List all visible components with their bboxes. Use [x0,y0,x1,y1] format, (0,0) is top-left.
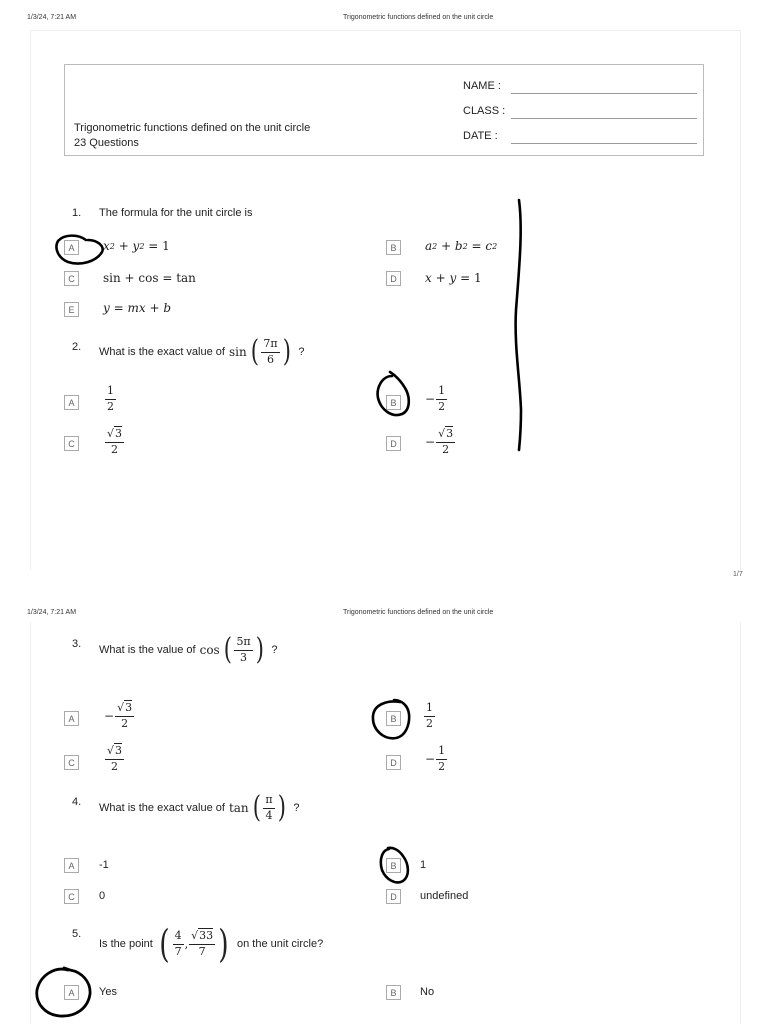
q5-option-b-box[interactable]: B [386,985,401,1000]
q3-option-b-box[interactable]: B [386,711,401,726]
name-field[interactable] [511,93,697,94]
q4-option-c-box[interactable]: C [64,889,79,904]
question-3-text: What is the value of cos ( $\frac{5\pi}{3}$ ) ? [99,632,278,667]
question-2-number: 2. [72,341,82,353]
q4-option-c-text: 0 [99,890,106,902]
q4-option-b-text: 1 [420,859,427,871]
class-field[interactable] [511,118,697,119]
q5-x-fraction: $\frac{4}{7}$ [174,928,182,958]
q3-option-b-text: $\frac{1}{2}$ [426,701,433,730]
q1-option-b-box[interactable]: B [386,240,401,255]
q2-option-a-box[interactable]: A [64,395,79,410]
q3-option-a-box[interactable]: A [64,711,79,726]
q5-option-a-text: Yes [99,986,117,998]
q3-argument-fraction: $\frac{5\pi}{3}$ [236,634,251,664]
date-label: DATE : [463,130,498,142]
q4-option-d-text: undefined [420,890,469,902]
q1-option-d-box[interactable]: D [386,271,401,286]
q2-option-d-box[interactable]: D [386,436,401,451]
q3-right-paren: ) [255,632,264,667]
question-count: 23 Questions [74,137,139,149]
question-1-text: The formula for the unit circle is [99,207,253,219]
page-2-header-title: Trigonometric functions defined on the unit circle [343,609,494,616]
q4-right-paren: ) [277,790,286,825]
question-2-function: sin [228,345,247,359]
q1-option-e-box[interactable]: E [64,302,79,317]
question-5-text: Is the point ( $\frac{4}{7}$ , $\frac{√33}{7}$ ) on the unit circle? [99,922,324,966]
q4-left-paren: ( [252,790,261,825]
page-1-left-border [30,30,31,570]
date-field[interactable] [511,143,697,144]
question-5-prompt: Is the point [99,938,153,950]
q3-option-c-text: $\frac{√3}{2}$ [107,744,123,773]
question-3-number: 3. [72,638,82,650]
q5-option-a-box[interactable]: A [64,985,79,1000]
q2-option-c-box[interactable]: C [64,436,79,451]
question-4-function: tan [228,801,249,815]
q2-option-d-text: − $\frac{√3}{2}$ [425,427,454,456]
question-2-prompt: What is the exact value of [99,346,225,358]
q1-option-b-text: a 2 + b 2 = c 2 [425,239,498,253]
page-2-right-border [740,622,741,1024]
question-4-prompt: What is the exact value of [99,802,225,814]
q5-y-fraction: $\frac{√33}{7}$ [191,928,214,958]
page-1-header-datetime: 1/3/24, 7:21 AM [27,14,77,21]
question-3-prompt: What is the value of [99,644,196,656]
q1-option-a-box[interactable]: A [64,240,79,255]
q4-option-a-box[interactable]: A [64,858,79,873]
q4-option-a-text: -1 [99,859,109,871]
question-4-text: What is the exact value of tan ( $\frac{\pi}{4}$ ) ? [99,790,300,825]
page-2-left-border [30,622,31,1024]
q2-option-b-box[interactable]: B [386,395,401,410]
page-1-footer-page-number: 1/7 [733,571,743,578]
page-1-margin-bracket-mark [516,200,521,450]
page-1-right-border [740,30,741,570]
question-4-number: 4. [72,796,82,808]
question-3-function: cos [199,643,220,657]
question-5-number: 5. [72,928,82,940]
q2-option-a-text: $\frac{1}{2}$ [107,384,114,413]
q3-option-a-text: − $\frac{√3}{2}$ [104,701,133,730]
q4-option-b-box[interactable]: B [386,858,401,873]
q2-left-paren: ( [250,334,259,369]
q5-right-paren: ) [218,922,229,966]
q1-option-c-text: sin + cos = tan [103,271,196,285]
q2-argument-fraction: $\frac{7\pi}{6}$ [263,336,278,366]
q4-argument-fraction: $\frac{\pi}{4}$ [265,792,273,822]
question-2-text: What is the exact value of sin ( $\frac{7\pi}{6}$ ) ? [99,334,305,369]
q3-option-d-text: − $\frac{1}{2}$ [425,744,446,773]
q1-option-d-text: x + y = 1 [425,271,482,285]
q1-option-c-box[interactable]: C [64,271,79,286]
q5-left-paren: ( [159,922,170,966]
name-label: NAME : [463,80,501,92]
q2-option-b-text: − $\frac{1}{2}$ [425,384,446,413]
q1-option-e-text: y = mx + b [103,301,171,315]
q1-option-a-text: x 2 + y 2 = 1 [103,239,170,253]
worksheet-info-box [64,64,704,156]
class-label: CLASS : [463,105,506,117]
q3-left-paren: ( [223,632,232,667]
q3-option-d-box[interactable]: D [386,755,401,770]
page-1-header-title: Trigonometric functions defined on the unit circle [343,14,494,21]
worksheet-title: Trigonometric functions defined on the unit circle [74,122,311,134]
page-1-top-border [30,30,740,31]
page-2-header-datetime: 1/3/24, 7:21 AM [27,609,77,616]
q2-option-c-text: $\frac{√3}{2}$ [107,427,123,456]
question-1-number: 1. [72,207,82,219]
q5-option-b-text: No [420,986,435,998]
q3-option-c-box[interactable]: C [64,755,79,770]
q4-option-d-box[interactable]: D [386,889,401,904]
q2-right-paren: ) [282,334,291,369]
